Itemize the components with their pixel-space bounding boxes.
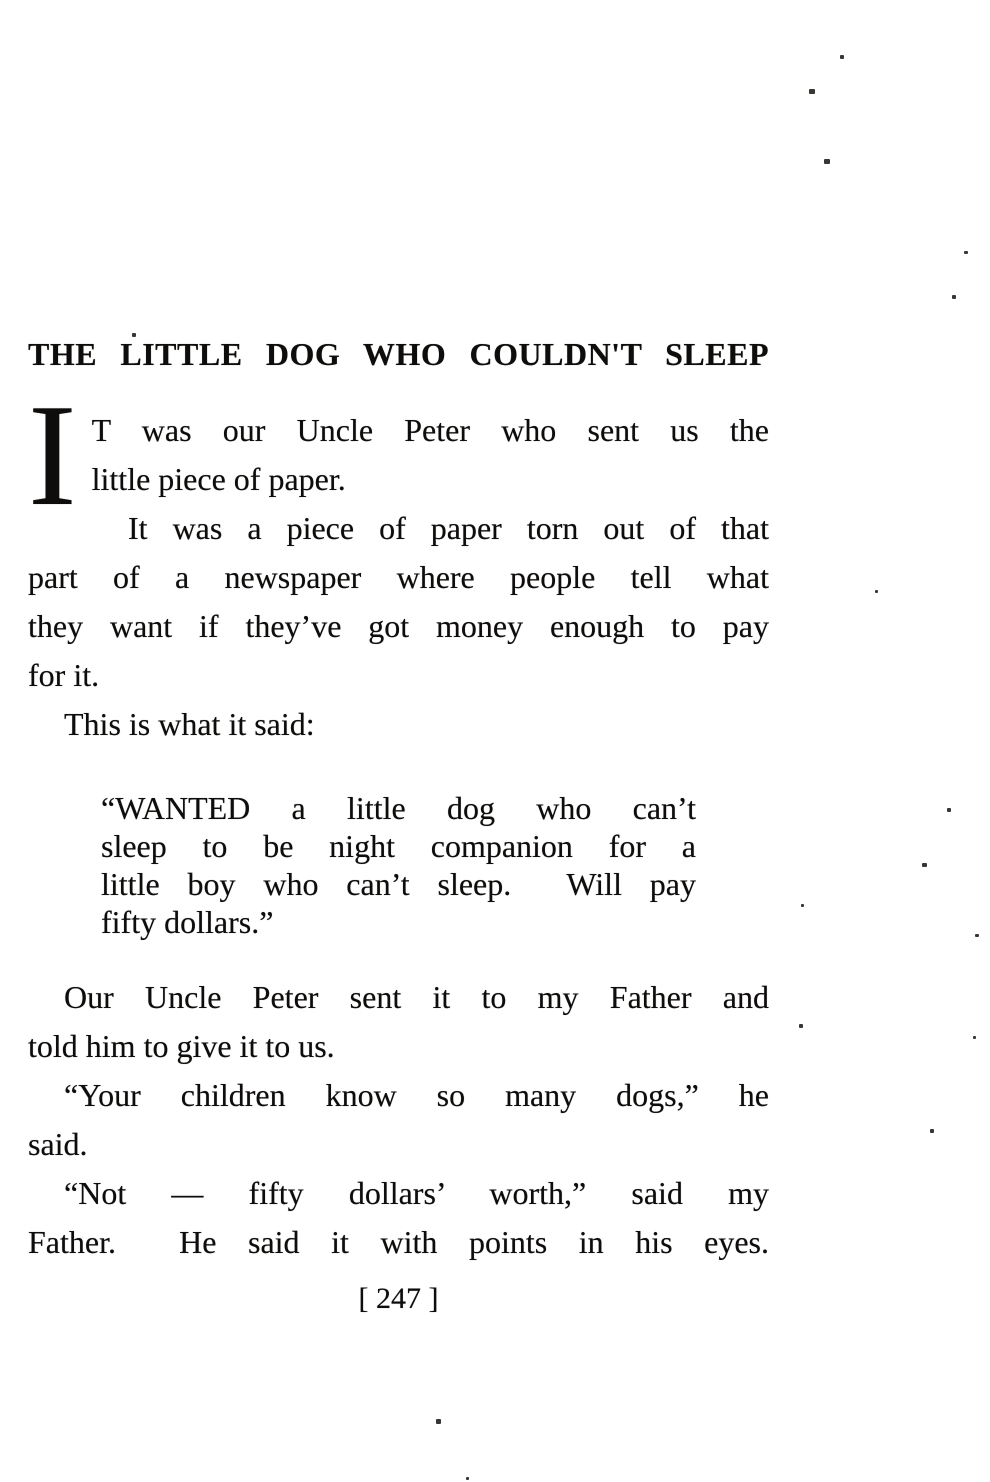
- text-line: “Not — fifty dollars’ worth,” said my: [64, 1175, 769, 1211]
- text-line: This is what it said:: [64, 706, 315, 742]
- text-line: “Your children know so many dogs,” he: [64, 1077, 769, 1113]
- paragraph-your-children: [28, 1071, 769, 1169]
- page-number: [ 247 ]: [358, 1282, 439, 1315]
- scan-speck: [947, 808, 951, 812]
- text-line: “WANTED a little dog who can’t: [101, 790, 696, 826]
- text-line: part of a newspaper where people tell what: [28, 559, 769, 595]
- paragraph-not-fifty-dollars: [28, 1169, 769, 1267]
- text-line: Father. He said it with points in his eyes.: [28, 1224, 769, 1260]
- scan-speck: [875, 590, 878, 593]
- scan-speck: [964, 251, 968, 254]
- chapter-title: THE LITTLE DOG WHO COULDN'T SLEEP: [28, 336, 769, 372]
- paragraph-this-is-what-it-said: [28, 700, 769, 749]
- text-line: told him to give it to us.: [28, 1028, 335, 1064]
- text-column: [28, 334, 769, 1317]
- text-line: little piece of paper.: [91, 461, 346, 497]
- text-line: fifty dollars.”: [101, 904, 274, 940]
- drop-cap-letter: I: [28, 374, 77, 536]
- paragraph-newspaper: [28, 504, 769, 700]
- scan-speck: [436, 1419, 441, 1424]
- scan-speck: [922, 863, 927, 867]
- scan-speck: [975, 934, 979, 937]
- scan-speck: [801, 904, 804, 907]
- text-line: said.: [28, 1126, 88, 1162]
- wanted-advertisement: [101, 789, 696, 941]
- text-line: they want if they’ve got money enough to pay: [28, 608, 769, 644]
- scan-speck: [809, 89, 815, 94]
- scan-speck: [952, 295, 956, 299]
- scan-speck: [799, 1024, 803, 1028]
- scan-speck: [824, 159, 830, 164]
- scan-speck: [973, 1036, 976, 1039]
- text-line: for it.: [28, 657, 100, 693]
- text-line: little boy who can’t sleep. Will pay: [101, 866, 696, 902]
- text-line: T was our Uncle Peter who sent us the: [91, 412, 769, 448]
- paragraph-uncle-peter-sent: [28, 973, 769, 1071]
- text-line: sleep to be night companion for a: [101, 828, 696, 864]
- scan-speck: [466, 1477, 469, 1480]
- text-line: It was a piece of paper torn out of that: [128, 510, 769, 546]
- text-line: Our Uncle Peter sent it to my Father and: [64, 979, 769, 1015]
- scan-speck: [840, 55, 844, 59]
- scan-speck: [930, 1129, 934, 1133]
